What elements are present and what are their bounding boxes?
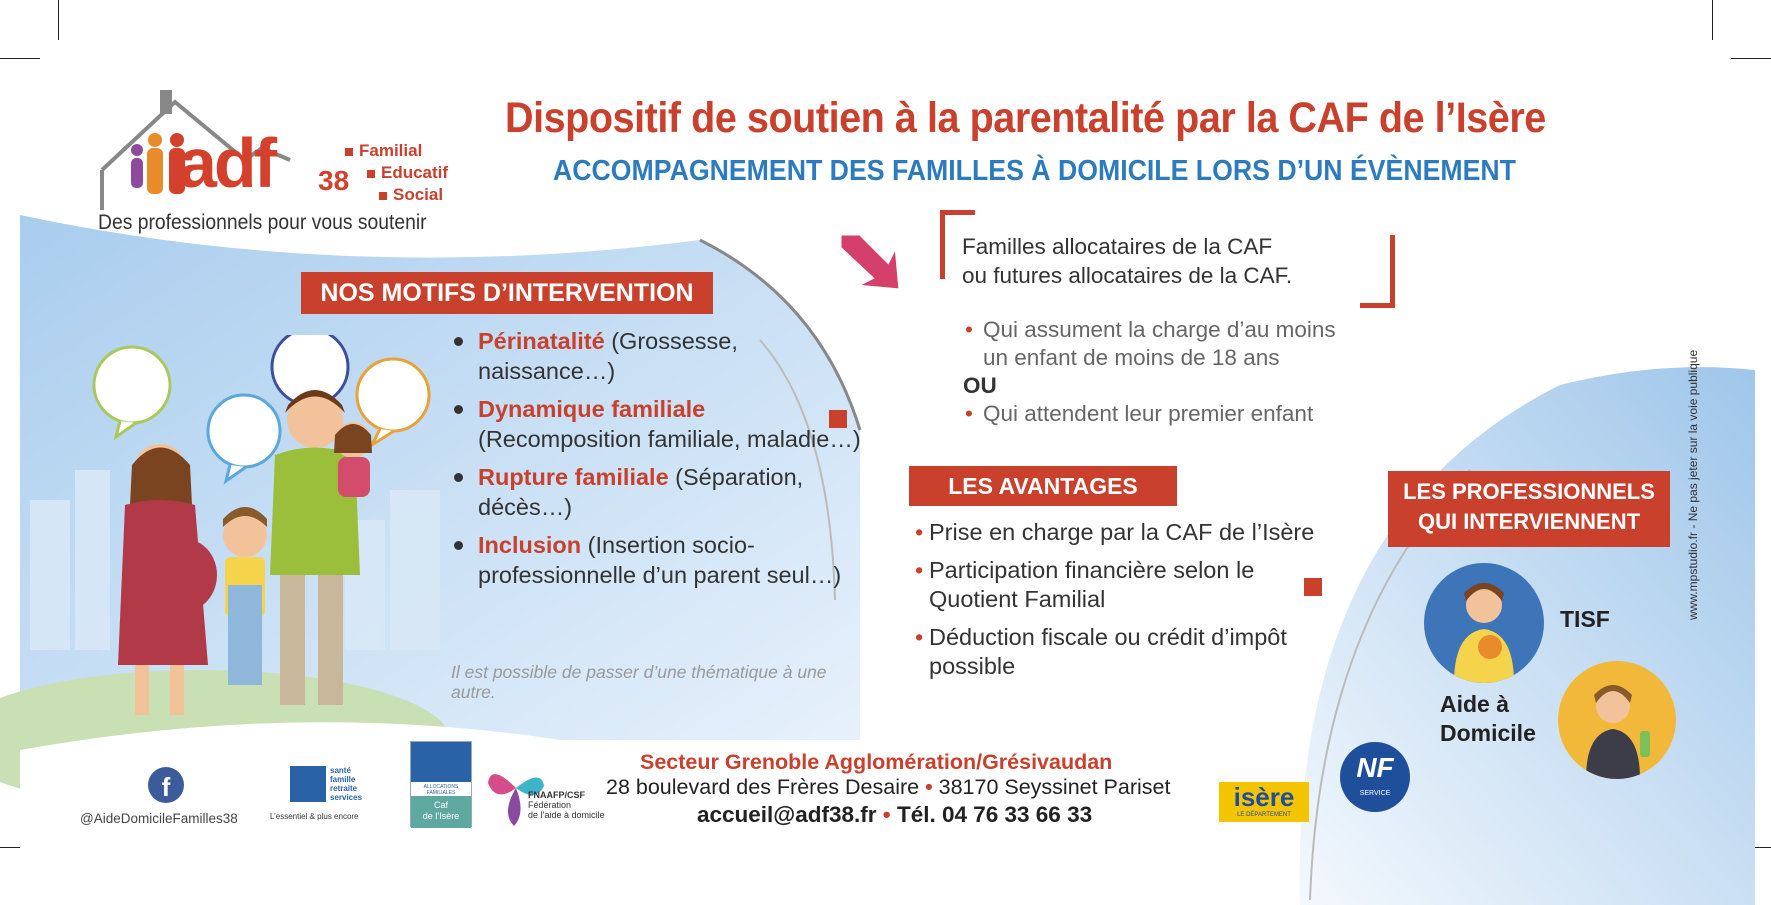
caf-line: ALLOCATIONS FAMILIALES (423, 784, 459, 796)
role-line: Aide à (1440, 691, 1510, 717)
msa-lines (330, 766, 362, 802)
beneficiaries-line: Familles allocataires de la CAF (962, 234, 1273, 259)
phone-number: Tél. 04 76 33 66 33 (896, 802, 1093, 827)
fnaafp-line: Fédération (528, 800, 572, 810)
list-item: • Déduction fiscale ou crédit d’impôt possible (915, 623, 1315, 681)
msa-line: retraite (330, 784, 358, 793)
facebook-handle[interactable]: @AideDomicileFamilles38 (80, 811, 238, 826)
fnaafp-line: FNAAFP/CSF (528, 790, 585, 800)
msa-tagline: L’essentiel & plus encore (270, 812, 359, 821)
frame-corner-bottom-right (1360, 235, 1395, 308)
msa-line: santé (330, 766, 351, 775)
logo-value: Familial (345, 140, 448, 162)
printer-note: www.mpstudio.fr - Ne pas jeter sur la voie publique (1686, 349, 1700, 620)
logo-tagline: Des professionnels pour vous soutenir (98, 211, 427, 234)
avantages-list (915, 518, 1315, 690)
logo-values (345, 140, 448, 206)
motif-keyword: Inclusion (478, 532, 582, 558)
logo-value: Educatif (367, 162, 448, 184)
fnaafp-line: de l’aide à domicile (528, 810, 605, 820)
isere-word: isère (1233, 782, 1295, 812)
msa-mark (290, 766, 326, 802)
role-line: Domicile (1440, 720, 1536, 746)
motif-keyword: Rupture familiale (478, 464, 669, 490)
msa-line: famille (330, 775, 356, 784)
caf-mark (411, 742, 471, 782)
list-item (450, 462, 870, 522)
address-street: 28 boulevard des Frères Desaire (606, 775, 920, 799)
family-illustration (80, 335, 440, 755)
motif-detail: (Insertion socio-professionnelle d’un parent seul…) (478, 532, 842, 588)
tisf-avatar (1424, 563, 1544, 683)
list-item (450, 326, 870, 386)
beneficiaries-line: ou futures allocataires de la CAF. (962, 263, 1293, 288)
condition-text: un enfant de moins de 18 ans (983, 345, 1280, 370)
avantages-heading: LES AVANTAGES (909, 466, 1177, 506)
motifs-list (450, 326, 870, 598)
msa-line: services (330, 793, 363, 802)
facebook-icon[interactable]: f (148, 767, 184, 803)
aide-domicile-avatar (1558, 661, 1676, 779)
arrow-down-right-icon (830, 226, 910, 296)
address-city: 38170 Seyssinet Pariset (938, 775, 1171, 799)
list-item (450, 394, 870, 454)
professionals-heading (1388, 471, 1670, 547)
nf-sub: SERVICE (1359, 790, 1391, 797)
nf-word: NF (1356, 752, 1394, 783)
motif-keyword: Dynamique familiale (478, 396, 706, 422)
motif-detail: (Recomposition familiale, maladie…) (478, 426, 861, 452)
list-item (450, 530, 870, 590)
conditions-list (965, 316, 1336, 428)
sector-name: Secteur Grenoble Agglomération/Grésivaudan (640, 750, 1113, 774)
isere-sub: LE DÉPARTEMENT (1237, 812, 1291, 818)
separator: • (882, 802, 891, 827)
caf-band (411, 796, 471, 828)
condition-text: • Qui attendent leur premier enfant (983, 401, 1314, 426)
cleaner-icon (1558, 661, 1676, 779)
list-item (965, 400, 1336, 428)
beneficiaries-text (962, 232, 1292, 290)
caf-line: Caf (433, 800, 448, 810)
caregiver-icon (1424, 563, 1544, 683)
caf-logo (410, 741, 472, 827)
address (606, 775, 1170, 800)
isere-logo (1219, 782, 1309, 822)
heading-line: LES PROFESSIONNELS (1403, 479, 1655, 504)
heading-line: QUI INTERVIENNENT (1417, 509, 1641, 534)
motif-keyword: Périnatalité (478, 328, 605, 354)
or-label: OU (963, 373, 997, 398)
motif-detail: (Séparation, décès…) (478, 464, 804, 520)
page-title: Dispositif de soutien à la parentalité par la CAF de l’Isère (505, 94, 1546, 142)
msa-logo (270, 766, 386, 822)
list-item: • Participation financière selon le Quotient Familial (915, 556, 1315, 614)
motif-detail: (Grossesse, naissance…) (478, 328, 738, 384)
nf-service-logo (1340, 742, 1410, 812)
list-item: • Prise en charge par la CAF de l’Isère (915, 518, 1315, 547)
email-link[interactable]: accueil@adf38.fr (697, 802, 877, 827)
aide-domicile-label (1440, 690, 1536, 748)
logo-word: adf (178, 124, 274, 202)
caf-line: de l’Isère (422, 811, 460, 821)
logo-value: Social (379, 184, 448, 206)
fnaafp-text (528, 790, 605, 820)
page-subtitle: ACCOMPAGNEMENT DES FAMILLES À DOMICILE LORS D’UN ÉVÈNEMENT (553, 155, 1516, 187)
motifs-heading: NOS MOTIFS D’INTERVENTION (301, 272, 713, 314)
tisf-label: TISF (1560, 606, 1610, 632)
contact (697, 802, 1092, 828)
condition-text: • Qui assument la charge d’au moins (983, 317, 1336, 342)
logo-number: 38 (318, 165, 350, 196)
motifs-note: Il est possible de passer d’une thématique à une autre. (451, 662, 827, 702)
list-item (965, 316, 1336, 372)
separator: • (925, 775, 933, 799)
